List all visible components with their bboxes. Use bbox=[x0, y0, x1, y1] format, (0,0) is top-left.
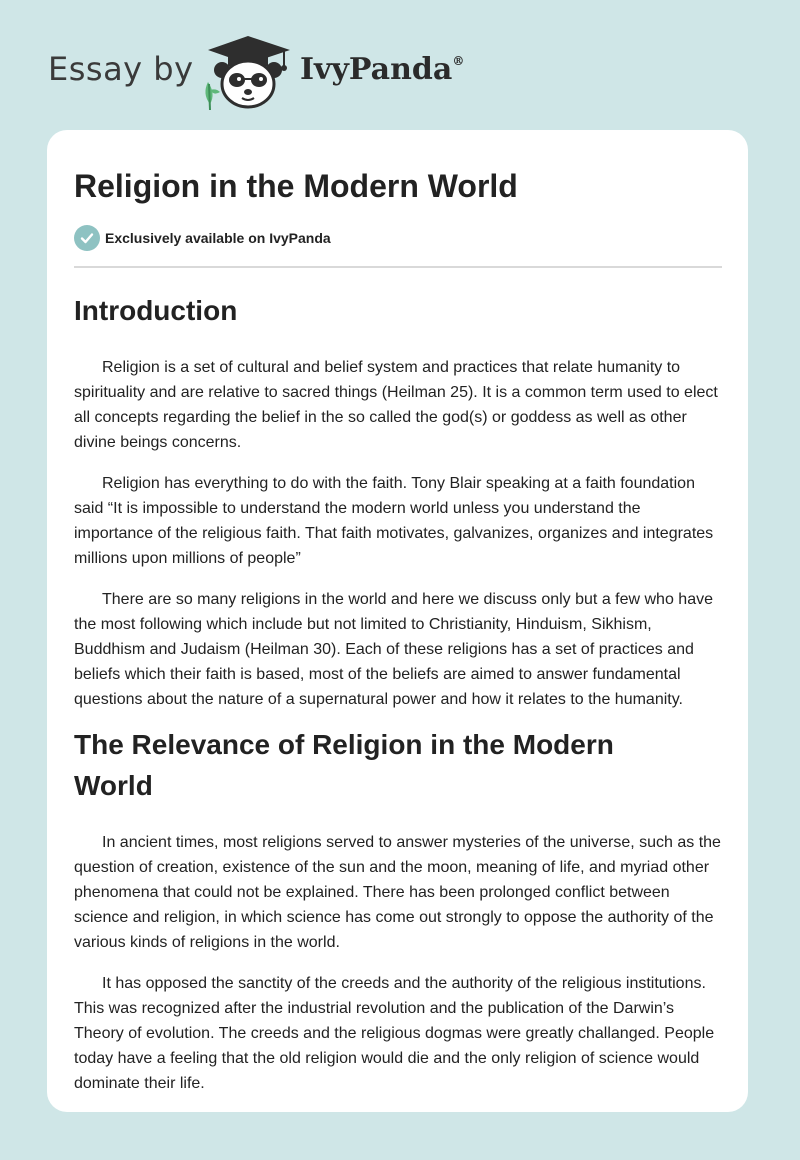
paragraph: It has opposed the sanctity of the creeds and the authority of the religious institutions. This was recognized after the industrial revolution and the publication of the Darwin’s Theory of evolution. The creeds and the religious dogmas were greatly challanged. People today have a feeling that the old religion would die and the only religion of science would dominate their life. bbox=[74, 975, 715, 1092]
section-heading-relevance: The Relevance of Religion in the Modern World bbox=[74, 729, 614, 801]
page-title: Religion in the Modern World bbox=[74, 168, 518, 204]
exclusive-badge bbox=[74, 225, 722, 251]
paragraph: Religion is a set of cultural and belief system and practices that relate humanity to spirituality and are relative to sacred things (Heilman 25). It is a common term used to elect all concepts regarding the belief in the so called the god(s) or goddess as well as other divine beings concerns. bbox=[74, 359, 718, 451]
paragraph: There are so many religions in the world and here we discuss only but a few who have the most following which include but not limited to Christianity, Hinduism, Sikhism, Buddhism and Judaism (Heilman 30). Each of these religions has a set of practices and beliefs which their faith is based, most of the beliefs are aimed to answer fundamental questions about the nature of a supernatural power and how it relates to the humanity. bbox=[74, 591, 713, 708]
paragraph: In ancient times, most religions served to answer mysteries of the universe, such as the question of creation, existence of the sun and the moon, meaning of life, and myriad other phenomena that could not be explained. There has been prolonged conflict between science and religion, in which science has come out strongly to oppose the authority of the various kinds of religions in the world. bbox=[74, 834, 721, 951]
brand-name[interactable]: IvyPanda® bbox=[300, 52, 465, 87]
essay-by-label: Essay by bbox=[48, 50, 194, 88]
panda-graduate-logo-icon[interactable] bbox=[198, 32, 298, 112]
check-circle-icon bbox=[74, 225, 100, 251]
paragraph: Religion has everything to do with the faith. Tony Blair speaking at a faith foundation said “It is impossible to understand the modern world unless you understand the importance of the religious faith. That faith motivates, galvanizes, organizes and integrates millions upon millions of people” bbox=[74, 475, 714, 567]
section-heading-introduction: Introduction bbox=[74, 295, 238, 326]
divider bbox=[74, 266, 722, 268]
site-header bbox=[0, 0, 800, 130]
exclusive-badge-label: Exclusively available on IvyPanda bbox=[105, 230, 331, 246]
essay-card bbox=[47, 130, 748, 1112]
